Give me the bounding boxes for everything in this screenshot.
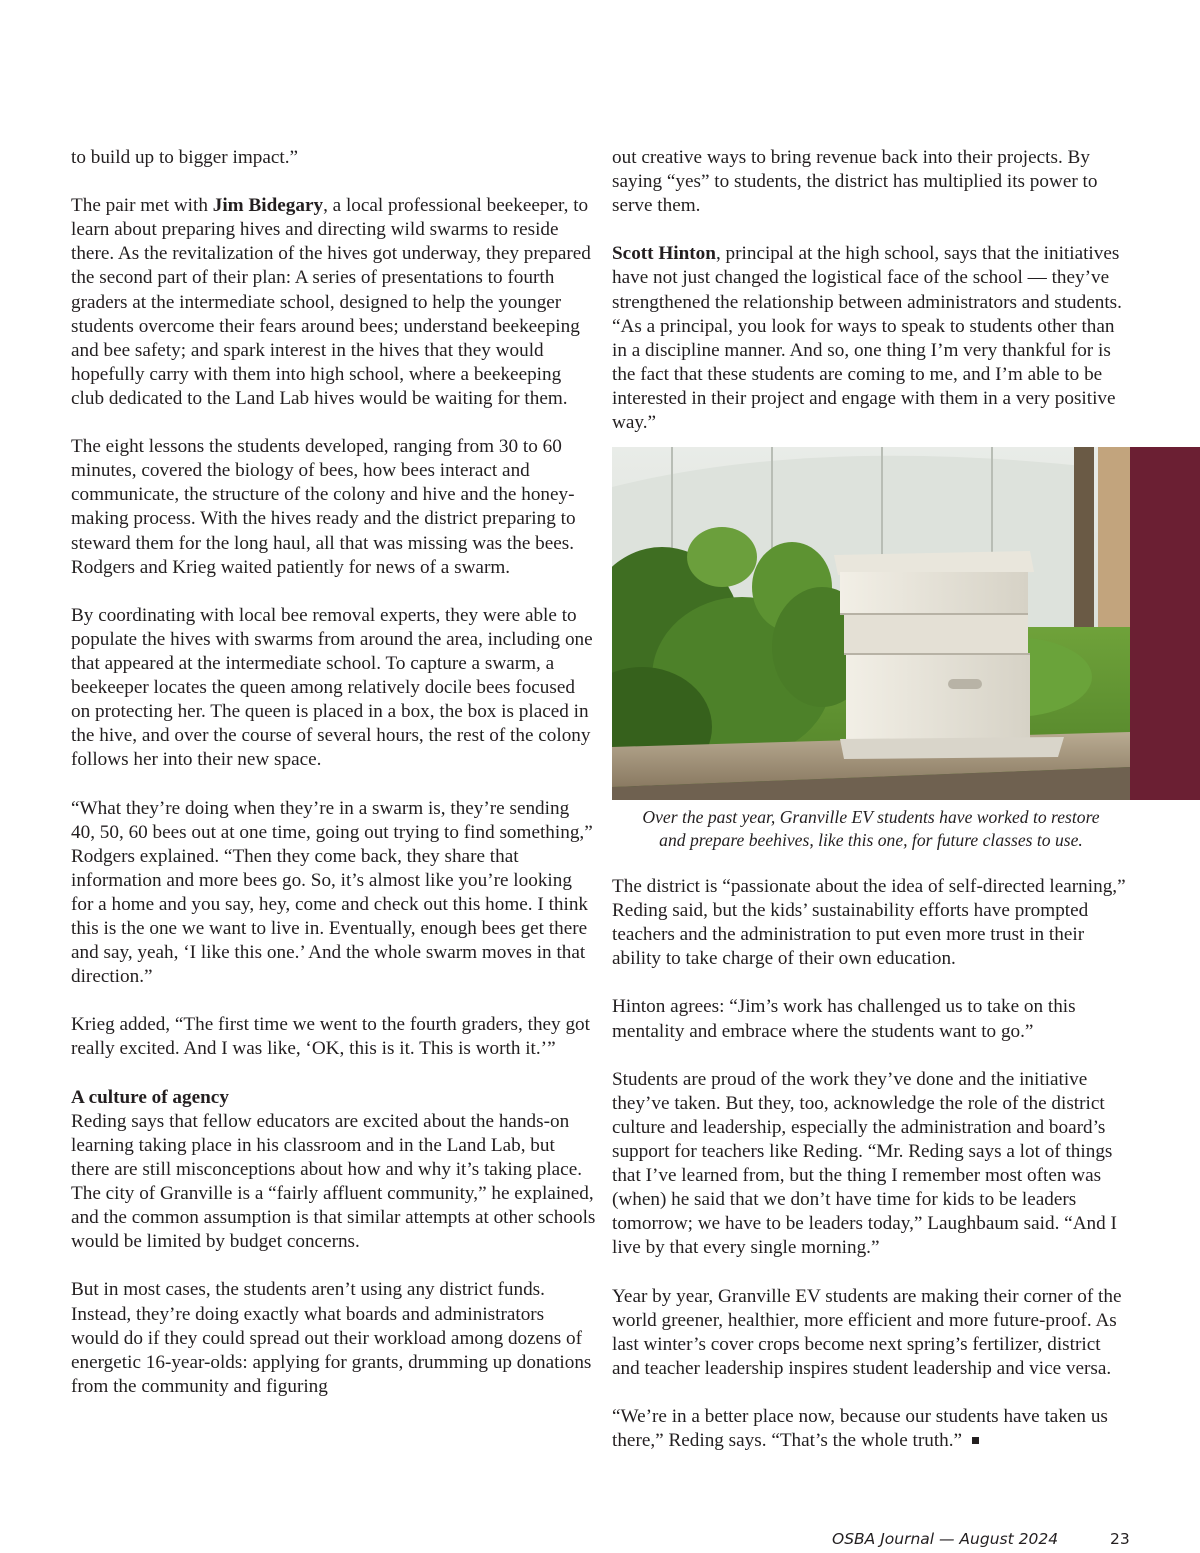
paragraph (71, 194, 596, 411)
caption-line: and prepare beehives, like this one, for future classes to use. (659, 830, 1083, 850)
article-column-right-top (612, 146, 1130, 435)
paragraph-text: , principal at the high school, says that the initiatives have not just changed the logistical face of the school — they’ve strengthened the relationship between administrators and students. “As a principal, you look for ways to speak to students other than in a discipline manner. And so, one thing I’m very thankful for is the fact that these students are coming to me, and I’m able to be interested in their project and engage with them in a very positive way.” (612, 243, 1122, 434)
footer-journal-title: OSBA Journal — August 2024 (832, 1530, 1059, 1548)
paragraph: Hinton agrees: “Jim’s work has challenged us to take on this mentality and embrace where the students want to go.” (612, 996, 1076, 1042)
beehive-illustration (612, 447, 1130, 800)
paragraph: The eight lessons the students developed, ranging from 30 to 60 minutes, covered the biology of bees, how bees interact and communicate, the structure of the colony and hive and the honey-making process. With the hives ready and the district preparing to steward them for the long haul, all that was missing was the bees. Rodgers and Krieg waited patiently for news of a swarm. (71, 436, 576, 578)
paragraph: to build up to bigger impact.” (71, 147, 299, 168)
page-number: 23 (1110, 1530, 1130, 1548)
paragraph: But in most cases, the students aren’t using any district funds. Instead, they’re doing exactly what boards and administrators would do if they could spread out their workload among dozens of energetic 16-year-olds: applying for grants, drumming up donations from the community and figuring (71, 1279, 592, 1397)
paragraph: Students are proud of the work they’ve done and the initiative they’ve taken. But they, too, acknowledge the role of the district culture and leadership, especially the administration and board’s support for teachers like Reding. “Mr. Reding says a lot of things that I’ve learned from, but the thing I remember most often was (when) he said that we don’t have time for kids to be leaders tomorrow; we have to be leaders today,” Laughbaum said. “And I live by that every single morning.” (612, 1068, 1117, 1259)
article-column-right-bottom (612, 875, 1130, 1453)
paragraph-text: “We’re in a better place now, because our students have taken us there,” Reding says. “That’s the whole truth.” (612, 1406, 1108, 1452)
beehive-photo (612, 447, 1130, 800)
accent-bar (1130, 447, 1200, 800)
paragraph: Reding says that fellow educators are excited about the hands-on learning taking place in his classroom and in the Land Lab, but there are still misconceptions about how and why it’s taking place. The city of Granville is a “fairly affluent community,” he explained, and the common assumption is that similar attempts at other schools would be limited by budget concerns. (71, 1110, 596, 1253)
section-subheading: A culture of agency (71, 1086, 229, 1108)
paragraph: Krieg added, “The first time we went to the fourth graders, they got really excited. And I was like, ‘OK, this is it. This is worth it.’” (71, 1014, 590, 1060)
paragraph: “What they’re doing when they’re in a swarm is, they’re sending 40, 50, 60 bees out at one time, going out trying to find something,” Rodgers explained. “Then they come back, they share that information and more bees go. So, it’s almost like you’re looking for a home and you say, hey, come and check out this home. I think this is the one we want to live in. Eventually, enough bees get there and say, yeah, ‘I like this one.’ And the whole swarm moves in that direction.” (71, 797, 593, 988)
caption-line: Over the past year, Granville EV students have worked to restore (642, 807, 1100, 827)
paragraph-text: , a local professional beekeeper, to learn about preparing hives and directing wild swarms to reside there. As the revitalization of the hives got underway, they prepared the second part of their plan: A series of presentations to fourth graders at the intermediate school, designed to help the younger students overcome their fears around bees; understand beekeeping and bee safety; and spark interest in the hives that they would hopefully carry with them into high school, where a beekeeping club dedicated to the Land Lab hives would be waiting for them. (71, 195, 591, 409)
paragraph: out creative ways to bring revenue back into their projects. By saying “yes” to students, the district has multiplied its power to serve them. (612, 147, 1098, 217)
paragraph: By coordinating with local bee removal experts, they were able to populate the hives with swarms from around the area, including one that appeared at the intermediate school. To capture a swarm, a beekeeper locates the queen among relatively docile bees focused on protecting her. The queen is placed in a box, the box is placed in the hive, and over the course of several hours, the rest of the colony follows her into their new space. (71, 604, 593, 771)
person-name: Jim Bidegary (212, 195, 324, 217)
article-column-left (71, 146, 596, 1399)
end-of-article-mark (972, 1437, 979, 1444)
photo-caption (612, 806, 1130, 852)
paragraph (612, 1405, 1130, 1453)
paragraph (612, 242, 1130, 435)
paragraph: The district is “passionate about the idea of self-directed learning,” Reding said, but the kids’ sustainability efforts have prompted teachers and the administration to put even more trust in their ability to take charge of their own education. (612, 876, 1126, 970)
person-name: Scott Hinton (612, 243, 716, 265)
paragraph: Year by year, Granville EV students are making their corner of the world greener, healthier, more efficient and more future-proof. As last winter’s cover crops become next spring’s fertilizer, district and teacher leadership inspires student leadership and vice versa. (612, 1285, 1122, 1379)
paragraph-text: The pair met with (71, 195, 213, 217)
